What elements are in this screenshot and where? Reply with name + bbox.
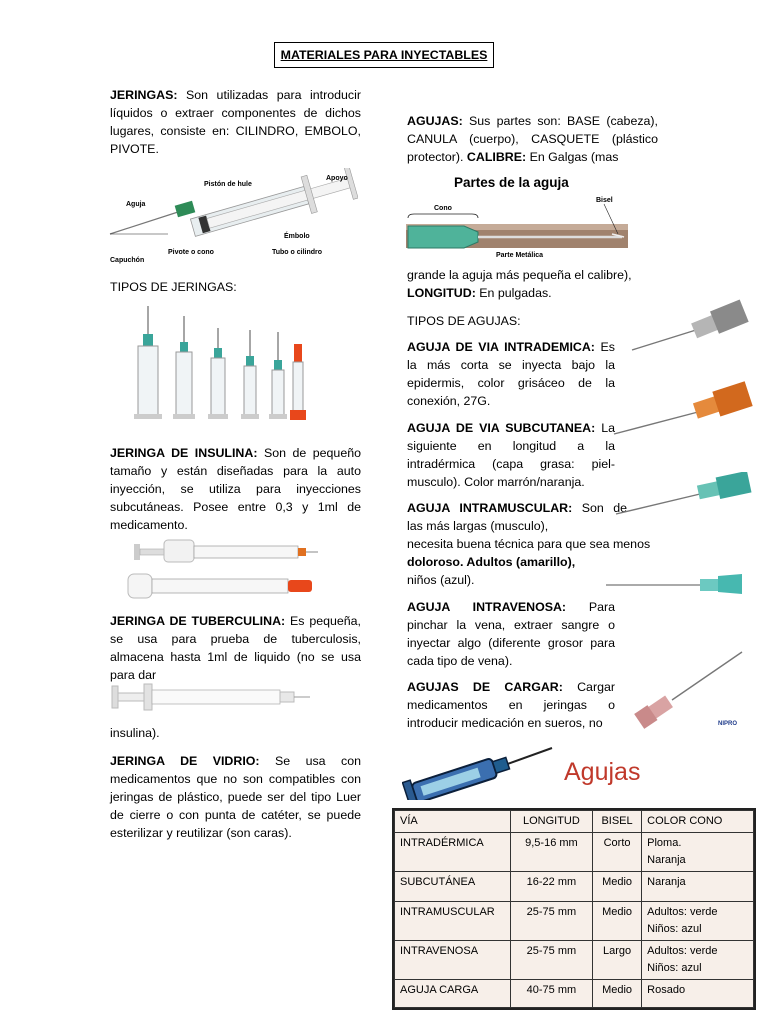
- intramuscular-term: AGUJA INTRAMUSCULAR:: [407, 501, 573, 515]
- table-cell: SUBCUTÁNEA: [395, 872, 511, 902]
- table-cell: Medio: [592, 872, 641, 902]
- table-cell: Medio: [592, 902, 641, 941]
- label-capuchon: Capuchón: [110, 257, 145, 264]
- page-title: MATERIALES PARA INYECTABLES: [274, 42, 494, 68]
- table-cell: 40-75 mm: [510, 980, 592, 1008]
- table-cell: Rosado: [642, 980, 754, 1008]
- insulina-paragraph: [110, 444, 361, 534]
- vidrio-term: JERINGA DE VIDRIO:: [110, 754, 260, 768]
- needle-parts-image: [404, 168, 630, 258]
- table-cell: INTRAVENOSA: [395, 941, 511, 980]
- syringe-types-image: [128, 302, 328, 430]
- needle-teal-image: [604, 572, 744, 596]
- tipos-jeringas-heading: TIPOS DE JERINGAS:: [110, 280, 237, 294]
- syringe-parts-diagram: [108, 168, 358, 268]
- insulina-text: Son de pequeño tamaño y están diseñadas para la auto inyección, se utiliza para inyecciones subcutáneas. Posee entre 0,3 y 1ml de medicamento.: [110, 446, 361, 532]
- longitud-text: En pulgadas.: [475, 286, 552, 300]
- table-cell: INTRAMUSCULAR: [395, 902, 511, 941]
- table-cell: 25-75 mm: [510, 902, 592, 941]
- needles-table-wrapper: [392, 808, 756, 1010]
- syringe-icon: [402, 744, 562, 800]
- table-cell: AGUJA CARGA: [395, 980, 511, 1008]
- table-cell: Adultos: verde Niños: azul: [642, 902, 754, 941]
- table-header-cell: BISEL: [592, 811, 641, 833]
- intravenosa-term: AGUJA INTRAVENOSA:: [407, 600, 567, 614]
- needle-parts-title: Partes de la aguja: [454, 175, 569, 190]
- intravenosa-text: Para pinchar la vena, extraer sangre o inyectar algo (diferente grosor para cada tipo de vena).: [407, 600, 615, 668]
- table-cell: 25-75 mm: [510, 941, 592, 980]
- tuberculina-paragraph: [110, 612, 361, 684]
- label-tubo: Tubo o cilindro: [272, 249, 323, 256]
- intramuscular-line5: niños (azul).: [407, 573, 475, 587]
- table-cell: Adultos: verde Niños: azul: [642, 941, 754, 980]
- intravenosa-paragraph: [407, 598, 615, 670]
- syringe-large: [134, 306, 162, 419]
- needle-pink-image: [632, 646, 756, 732]
- tuberculina-text: Es pequeña, se usa para prueba de tuberculosis, almacena hasta 1ml de liquido (no se usa para dar: [110, 614, 362, 682]
- table-row: [395, 941, 754, 980]
- calibre-term: CALIBRE:: [466, 150, 527, 164]
- label-embolo: Émbolo: [284, 233, 310, 240]
- table-cell: Medio: [592, 980, 641, 1008]
- intradermica-paragraph: [407, 338, 615, 410]
- table-header-cell: VÍA: [395, 811, 511, 833]
- insulina-term: JERINGA DE INSULINA:: [110, 446, 258, 460]
- table-header-cell: LONGITUD: [510, 811, 592, 833]
- label-apoyo: Apoyo: [326, 175, 348, 182]
- table-header-row: [395, 811, 754, 833]
- cargar-text: Cargar medicamentos en jeringas o introducir medicación en sueros, no: [407, 680, 615, 730]
- table-cell: Corto: [592, 833, 641, 872]
- subcutanea-text: La siguiente en longitud a la intradérmica (capa grasa: piel-musculo). Color marrón/naranja.: [407, 421, 615, 489]
- nipro-logo: NIPRO: [718, 721, 738, 727]
- agujas-intro-paragraph: [407, 112, 658, 166]
- tipos-agujas-heading: TIPOS DE AGUJAS:: [407, 314, 521, 328]
- table-row: [395, 833, 754, 872]
- table-cell: Largo: [592, 941, 641, 980]
- table-cell: INTRADÉRMICA: [395, 833, 511, 872]
- label-piston: Pistón de hule: [204, 181, 252, 188]
- subcutanea-term: AGUJA DE VIA SUBCUTANEA:: [407, 421, 596, 435]
- jeringas-paragraph: [110, 86, 361, 158]
- table-row: [395, 902, 754, 941]
- tuberculina-continuation: insulina).: [110, 726, 160, 740]
- intramuscular-line4: doloroso. Adultos (amarillo),: [407, 555, 576, 569]
- tuberculina-term: JERINGA DE TUBERCULINA:: [110, 614, 286, 628]
- vidrio-text: Se usa con medicamentos que no son compatibles con jeringas de plástico, puede ser del tipo Luer de cierre o con punta de catéter, se puede esterilizar y reutilizar (son caras).: [110, 754, 361, 840]
- label-parte-metalica: Parte Metálica: [496, 252, 544, 258]
- longitud-term: LONGITUD:: [407, 286, 476, 300]
- label-bisel: Bisel: [596, 197, 613, 204]
- table-cell: 9,5-16 mm: [510, 833, 592, 872]
- agujas-term: AGUJAS:: [407, 114, 463, 128]
- vidrio-paragraph: [110, 752, 361, 842]
- intramuscular-line3: necesita buena técnica para que sea menos: [407, 537, 651, 551]
- jeringas-text: Son utilizadas para introducir líquidos o extraer componentes de dichos lugares, consiste en: CILINDRO, EMBOLO, PIVOTE.: [110, 88, 361, 156]
- table-row: [395, 980, 754, 1008]
- table-row: [395, 872, 754, 902]
- intradermica-text: Es la más corta se inyecta bajo la epidermis, color grisáceo de la conexión, 27G.: [407, 340, 615, 408]
- table-cell: Naranja: [642, 872, 754, 902]
- agujas-heading: Agujas: [564, 758, 641, 786]
- intramuscular-text: Son de las más largas (musculo),: [407, 501, 627, 533]
- cargar-paragraph: [407, 678, 615, 732]
- cargar-term: AGUJAS DE CARGAR:: [407, 680, 563, 694]
- label-pivote: Pivote o cono: [168, 249, 214, 256]
- calibre-continuation-paragraph: [407, 266, 658, 302]
- table-cell: 16-22 mm: [510, 872, 592, 902]
- table-cell: Ploma. Naranja: [642, 833, 754, 872]
- needle-orange-image: [608, 378, 758, 440]
- subcutanea-paragraph: [407, 419, 615, 491]
- needle-gray-image: [626, 298, 756, 358]
- needles-table: [394, 810, 754, 1008]
- label-cono: Cono: [434, 205, 452, 212]
- table-header-cell: COLOR CONO: [642, 811, 754, 833]
- jeringas-term: JERINGAS:: [110, 88, 178, 102]
- insulin-syringes-image: [124, 536, 320, 600]
- intramuscular-paragraph: [407, 499, 627, 535]
- label-aguja: Aguja: [126, 201, 146, 208]
- intradermica-term: AGUJA DE VIA INTRADEMICA:: [407, 340, 595, 354]
- agujas-text: Sus partes son: BASE (cabeza), CANULA (cuerpo), CASQUETE (plástico protector).: [407, 114, 658, 164]
- calibre-text: En Galgas (mas: [526, 150, 619, 164]
- tuberculin-syringe-image: [108, 680, 312, 714]
- calibre-continuation: grande la aguja más pequeña el calibre),: [407, 268, 632, 282]
- needle-green-image: [612, 472, 756, 518]
